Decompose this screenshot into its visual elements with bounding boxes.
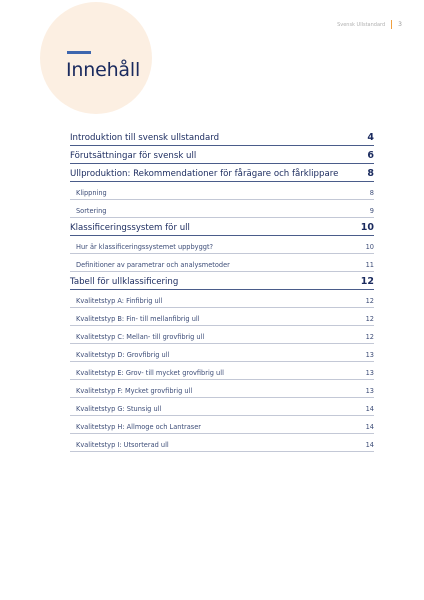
toc-section-entry[interactable] [70, 344, 374, 362]
toc-entry-label: Kvalitetstyp D: Grovfibrig ull [76, 351, 170, 359]
toc-section-entry[interactable] [70, 308, 374, 326]
toc-entry-label: Kvalitetstyp E: Grov- till mycket grovfibrig ull [76, 369, 224, 377]
toc-entry-label: Ullproduktion: Rekommendationer för fårägare och fårklippare [70, 169, 339, 179]
toc-entry-page-number: 13 [365, 369, 374, 377]
toc-entry-page-number: 13 [365, 351, 374, 359]
toc-entry-label: Kvalitetstyp I: Utsorterad ull [76, 441, 169, 449]
running-header [337, 20, 402, 29]
toc-entry-label: Introduktion till svensk ullstandard [70, 133, 220, 143]
toc-entry-label: Kvalitetstyp H: Allmoge och Lantraser [76, 423, 201, 431]
toc-section-entry[interactable] [70, 254, 374, 272]
toc-entry-page-number: 12 [365, 297, 374, 305]
toc-entry-label: Kvalitetstyp A: Finfibrig ull [76, 297, 163, 305]
toc-entry-page-number: 8 [369, 189, 374, 197]
toc-section-entry[interactable] [70, 200, 374, 218]
toc-entry-page-number: 14 [365, 405, 374, 413]
toc-section-entry[interactable] [70, 182, 374, 200]
toc-entry-label: Kvalitetstyp F: Mycket grovfibrig ull [76, 387, 193, 395]
toc-section-entry[interactable] [70, 434, 374, 452]
toc-section-entry[interactable] [70, 380, 374, 398]
toc-entry-page-number: 14 [365, 423, 374, 431]
title-accent-bar [67, 51, 91, 54]
toc-entry-page-number: 8 [367, 168, 374, 179]
toc-entry-page-number: 6 [367, 150, 374, 161]
toc-entry-label: Kvalitetstyp G: Stunsig ull [76, 405, 162, 413]
toc-entry-label: Klippning [76, 189, 107, 197]
toc-section-entry[interactable] [70, 416, 374, 434]
toc-entry-page-number: 10 [360, 222, 374, 233]
toc-chapter-entry[interactable] [70, 272, 374, 290]
header-page-number: 3 [398, 21, 402, 28]
toc-entry-label: Förutsättningar för svensk ull [70, 151, 197, 161]
toc-entry-label: Tabell för ullklassificering [70, 277, 179, 287]
table-of-contents [70, 128, 374, 452]
toc-entry-label: Sortering [76, 207, 107, 215]
toc-entry-label: Kvalitetstyp C: Mellan- till grovfibrig ull [76, 333, 205, 341]
toc-section-entry[interactable] [70, 236, 374, 254]
toc-entry-page-number: 4 [367, 132, 374, 143]
toc-entry-page-number: 12 [360, 276, 374, 287]
toc-section-entry[interactable] [70, 398, 374, 416]
toc-section-entry[interactable] [70, 326, 374, 344]
toc-entry-label: Hur är klassificeringssystemet uppbyggt? [76, 243, 214, 251]
toc-entry-page-number: 11 [365, 261, 374, 269]
toc-chapter-entry[interactable] [70, 128, 374, 146]
toc-entry-label: Definitioner av parametrar och analysmetoder [76, 261, 230, 269]
toc-chapter-entry[interactable] [70, 146, 374, 164]
toc-entry-label: Klassificeringssystem för ull [70, 223, 190, 233]
toc-chapter-entry[interactable] [70, 164, 374, 182]
toc-entry-page-number: 13 [365, 387, 374, 395]
toc-section-entry[interactable] [70, 362, 374, 380]
header-doc-title: Svensk Ullstandard [337, 21, 386, 28]
toc-entry-page-number: 10 [365, 243, 374, 251]
toc-entry-page-number: 12 [365, 333, 374, 341]
decorative-circle [40, 2, 152, 114]
toc-entry-label: Kvalitetstyp B: Fin- till mellanfibrig ull [76, 315, 200, 323]
page-title: Innehåll [66, 59, 141, 81]
header-separator [391, 20, 392, 29]
toc-section-entry[interactable] [70, 290, 374, 308]
toc-entry-page-number: 9 [369, 207, 374, 215]
toc-chapter-entry[interactable] [70, 218, 374, 236]
toc-entry-page-number: 14 [365, 441, 374, 449]
toc-entry-page-number: 12 [365, 315, 374, 323]
